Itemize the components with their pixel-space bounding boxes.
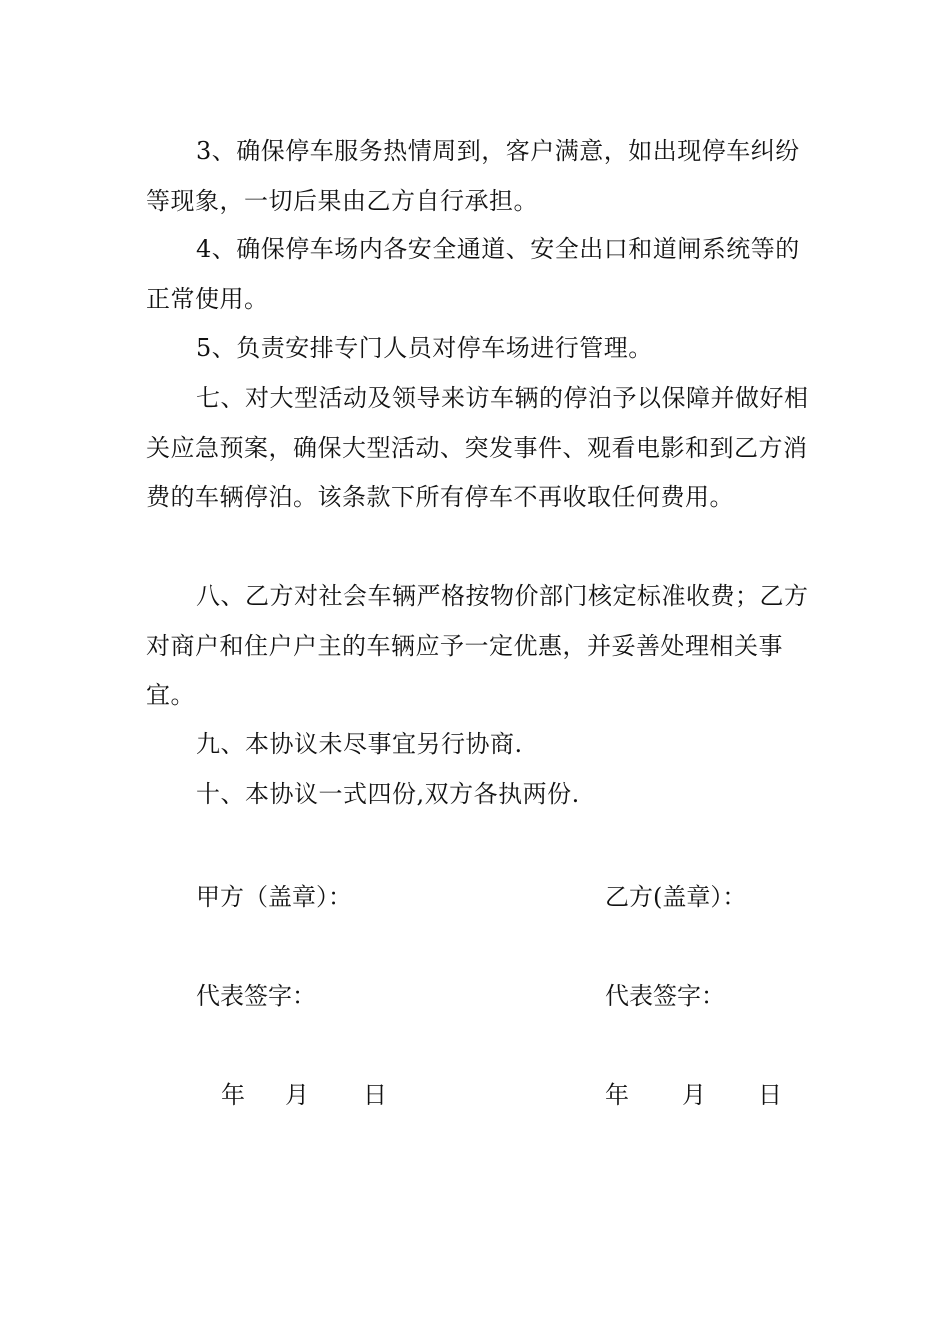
- clause-7: 七、对大型活动及领导来访车辆的停泊予以保障并做好相关应急预案，确保大型活动、突发事件、观看电影和到乙方消费的车辆停泊。该条款下所有停车不再收取任何费用。: [146, 384, 809, 511]
- clause-9: 九、本协议未尽事宜另行协商.: [196, 730, 523, 758]
- clause-5: 5、负责安排专门人员对停车场进行管理。: [196, 334, 653, 362]
- party-b-day: 日: [758, 1081, 782, 1109]
- party-a-year: 年: [221, 1081, 245, 1109]
- party-a-seal-label: 甲方（盖章）：: [196, 883, 352, 911]
- party-a-day: 日: [363, 1081, 387, 1109]
- party-a-rep-label: 代表签字：: [196, 982, 316, 1010]
- party-b-rep-label: 代表签字：: [605, 982, 725, 1010]
- clause-8: 八、乙方对社会车辆严格按物价部门核定标准收费；乙方对商户和住户户主的车辆应予一定优惠，并妥善处理相关事宜。: [146, 582, 809, 709]
- party-a-month: 月: [285, 1081, 309, 1109]
- party-b-month: 月: [682, 1081, 706, 1109]
- clause-3: 3、确保停车服务热情周到，客户满意，如出现停车纠纷等现象，一切后果由乙方自行承担。: [146, 137, 800, 215]
- clause-4: 4、确保停车场内各安全通道、安全出口和道闸系统等的正常使用。: [146, 235, 800, 313]
- party-b-year: 年: [605, 1081, 629, 1109]
- clause-10: 十、本协议一式四份,双方各执两份.: [196, 780, 580, 808]
- party-b-seal-label: 乙方(盖章）：: [605, 883, 747, 911]
